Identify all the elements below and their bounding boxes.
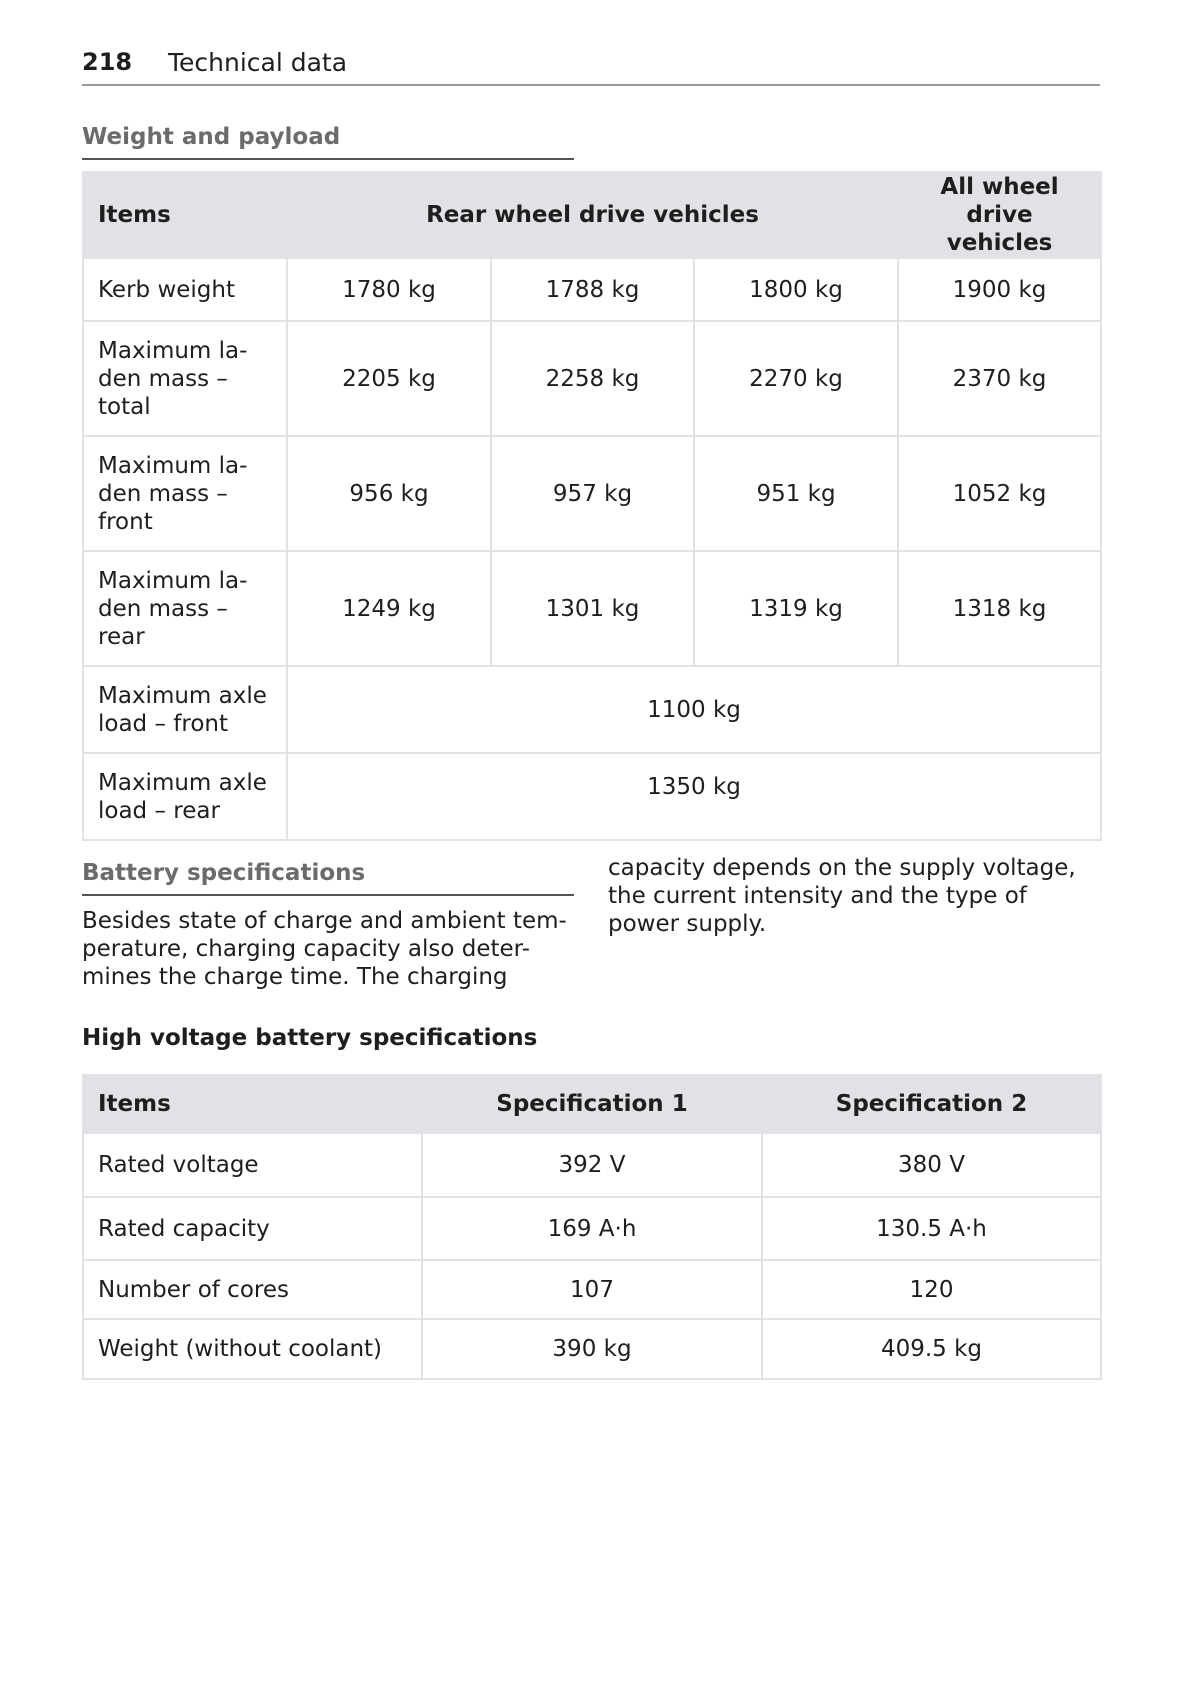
row-label: Number of cores	[83, 1260, 422, 1319]
row-label: Maximum la- den mass – front	[83, 436, 287, 551]
weight-table-header-row	[83, 172, 1101, 258]
battery-section-heading: Battery specifications	[82, 860, 574, 896]
table-cell: 951 kg	[694, 436, 898, 551]
table-row	[83, 1197, 1101, 1260]
battery-paragraph-right: capacity depends on the supply voltage, the current intensity and the type of power supply.	[608, 855, 1076, 937]
table-cell: 1350 kg	[287, 753, 1101, 840]
table-row	[83, 551, 1101, 666]
table-cell: 2370 kg	[898, 321, 1101, 436]
col-header-items: Items	[83, 172, 287, 258]
table-row	[83, 321, 1101, 436]
table-row	[83, 1319, 1101, 1379]
row-label: Rated capacity	[83, 1197, 422, 1260]
table-cell: 392 V	[422, 1133, 762, 1197]
table-cell: 130.5 A·h	[762, 1197, 1101, 1260]
table-cell: 1249 kg	[287, 551, 491, 666]
table-cell: 169 A·h	[422, 1197, 762, 1260]
table-cell: 2258 kg	[491, 321, 694, 436]
row-label: Weight (without coolant)	[83, 1319, 422, 1379]
table-cell: 409.5 kg	[762, 1319, 1101, 1379]
battery-paragraph-left: Besides state of charge and ambient tem- perature, charging capacity also deter- mines the charge time. The charging	[82, 908, 567, 990]
table-cell: 2205 kg	[287, 321, 491, 436]
col-header-items: Items	[83, 1075, 422, 1133]
table-cell: 1900 kg	[898, 258, 1101, 321]
chapter-title: Technical data	[168, 48, 348, 77]
table-row	[83, 1260, 1101, 1319]
hv-battery-table	[82, 1074, 1102, 1380]
table-cell: 120	[762, 1260, 1101, 1319]
table-cell: 107	[422, 1260, 762, 1319]
table-cell: 1788 kg	[491, 258, 694, 321]
col-header-spec1: Specification 1	[422, 1075, 762, 1133]
table-cell: 390 kg	[422, 1319, 762, 1379]
page-number: 218	[82, 48, 133, 76]
table-cell: 1780 kg	[287, 258, 491, 321]
row-label: Maximum axle load – rear	[83, 753, 287, 840]
table-cell: 1301 kg	[491, 551, 694, 666]
table-cell: 1319 kg	[694, 551, 898, 666]
table-row	[83, 753, 1101, 840]
row-label: Maximum axle load – front	[83, 666, 287, 753]
hv-table-header-row	[83, 1075, 1101, 1133]
table-cell: 380 V	[762, 1133, 1101, 1197]
running-header	[82, 44, 1100, 86]
col-header-rwd: Rear wheel drive vehicles	[287, 172, 898, 258]
table-row	[83, 258, 1101, 321]
row-label: Maximum la- den mass – total	[83, 321, 287, 436]
table-cell: 957 kg	[491, 436, 694, 551]
col-header-awd: All wheel drive vehicles	[898, 172, 1101, 258]
weight-section-heading: Weight and payload	[82, 124, 574, 160]
row-label: Rated voltage	[83, 1133, 422, 1197]
table-cell: 1318 kg	[898, 551, 1101, 666]
col-header-spec2: Specification 2	[762, 1075, 1101, 1133]
table-cell: 1052 kg	[898, 436, 1101, 551]
table-row	[83, 666, 1101, 753]
table-row	[83, 436, 1101, 551]
table-cell: 956 kg	[287, 436, 491, 551]
hv-battery-heading: High voltage battery specifications	[82, 1025, 538, 1051]
row-label: Maximum la- den mass – rear	[83, 551, 287, 666]
table-row	[83, 1133, 1101, 1197]
row-label: Kerb weight	[83, 258, 287, 321]
table-cell: 1800 kg	[694, 258, 898, 321]
table-cell: 1100 kg	[287, 666, 1101, 753]
weight-table	[82, 171, 1102, 841]
table-cell: 2270 kg	[694, 321, 898, 436]
